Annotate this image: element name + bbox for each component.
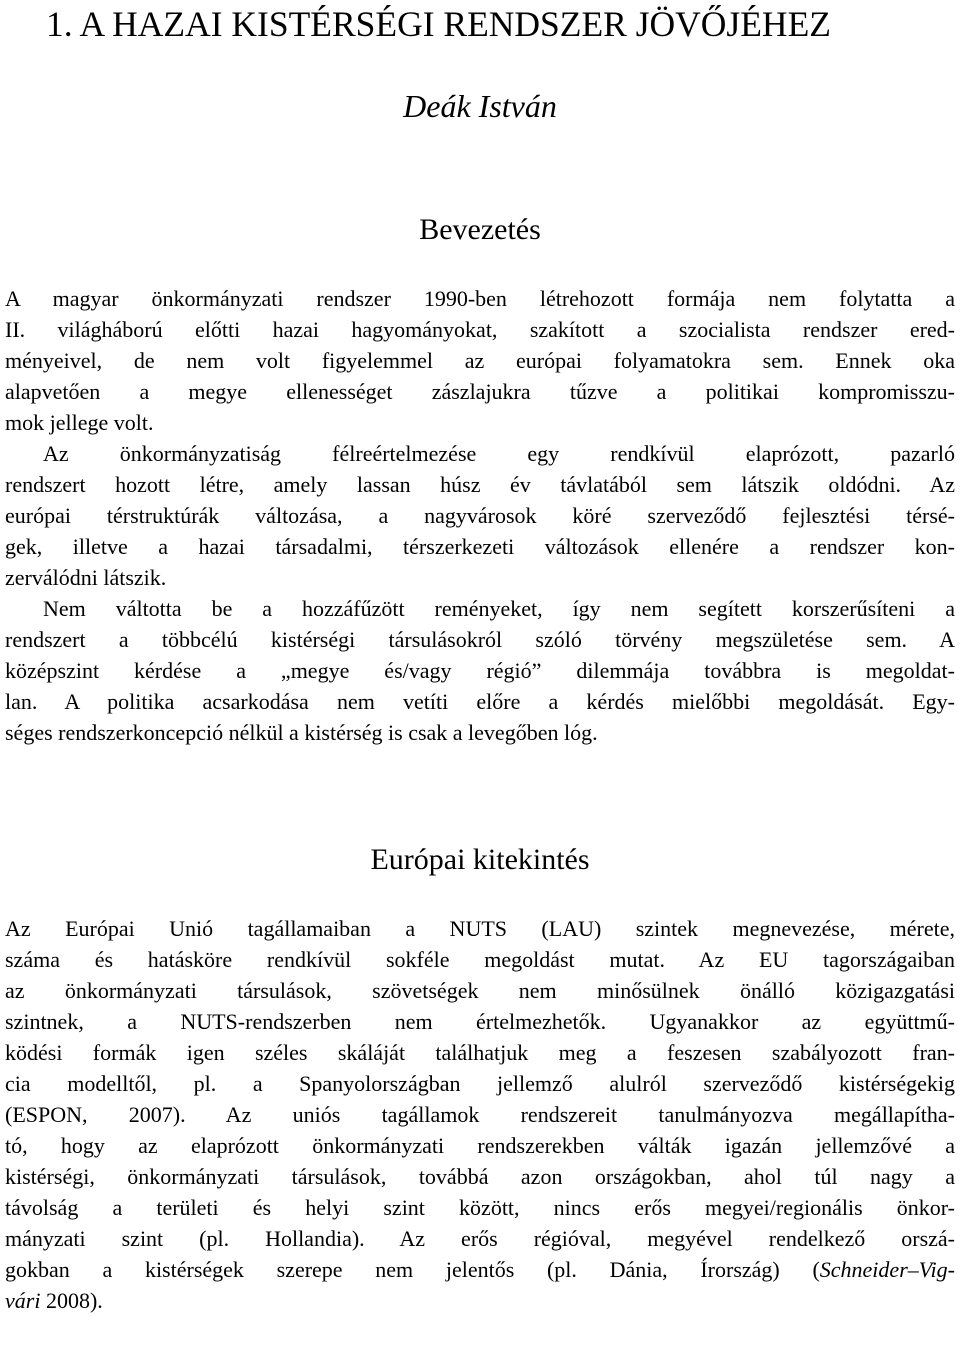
text-line: kistérségi, önkormányzati társulások, továbbá azon országokban, ahol túl nagy a — [5, 1164, 955, 1189]
text-line: ködési formák igen széles skáláját találhatjuk meg a feszesen szabályozott fran- — [5, 1040, 955, 1065]
author-name: Deák István — [403, 88, 557, 124]
text-line: Az önkormányzatiság félreértelmezése egy rendkívül elaprózott, pazarló — [43, 441, 955, 466]
text-line: Az Európai Unió tagállamaiban a NUTS (LAU) szintek megnevezése, mérete, — [5, 916, 955, 941]
text-line: gek, illetve a hazai társadalmi, térszerkezeti változások ellenére a rendszer kon- — [5, 534, 955, 559]
text-line: alapvetően a megye ellenességet zászlajukra tűzve a politikai kompromisszu- — [5, 379, 955, 404]
text-line: mok jellege volt. — [5, 410, 154, 435]
text-line: tó, hogy az elaprózott önkormányzati rendszerekben válták igazán jellemzővé a — [5, 1133, 955, 1158]
text-line: zerválódni látszik. — [5, 565, 167, 590]
text-line: vári 2008). — [5, 1288, 103, 1313]
text-line: középszint kérdése a „megye és/vagy régió” dilemmája továbbra is megoldat- — [5, 658, 955, 683]
text-line: távolság a területi és helyi szint között, nincs erős megyei/regionális önkor- — [5, 1195, 955, 1220]
section-heading-europai-kitekintes: Európai kitekintés — [370, 843, 590, 876]
text-line: gokban a kistérségek szerepe nem jelentős (pl. Dánia, Írország) (Schneider–Vig- — [5, 1257, 955, 1282]
text-line: az önkormányzati társulások, szövetségek nem minősülnek önálló közigazgatási — [5, 978, 955, 1003]
text-line: rendszert a többcélú kistérségi társulásokról szóló törvény megszületése sem. A — [5, 627, 955, 652]
text-line: száma és hatásköre rendkívül sokféle megoldást mutat. Az EU tagországaiban — [5, 947, 955, 972]
text-line: rendszert hozott létre, amely lassan húsz év távlatából sem látszik oldódni. Az — [5, 472, 955, 497]
text-line: lan. A politika acsarkodása nem vetíti előre a kérdés mielőbbi megoldását. Egy- — [5, 689, 955, 714]
section-body-europai-kitekintes — [5, 913, 955, 1316]
section-heading-bevezetes: Bevezetés — [419, 213, 541, 246]
text-line: szintnek, a NUTS-rendszerben nem értelmezhetők. Ugyanakkor az együttmű- — [5, 1009, 955, 1034]
text-line: A magyar önkormányzati rendszer 1990-ben létrehozott formája nem folytatta a — [5, 286, 955, 311]
text-line: európai térstruktúrák változása, a nagyvárosok köré szerveződő fejlesztési térsé- — [5, 503, 955, 528]
text-line: séges rendszerkoncepció nélkül a kistérség is csak a levegőben lóg. — [5, 720, 598, 745]
text-line: cia modelltől, pl. a Spanyolországban jellemző alulról szerveződő kistérségekig — [5, 1071, 955, 1096]
chapter-title: 1. A HAZAI KISTÉRSÉGI RENDSZER JÖVŐJÉHEZ — [46, 4, 831, 44]
text-line: ményeivel, de nem volt figyelemmel az európai folyamatokra sem. Ennek oka — [5, 348, 955, 373]
text-line: mányzati szint (pl. Hollandia). Az erős régióval, megyével rendelkező orszá- — [5, 1226, 955, 1251]
text-line: (ESPON, 2007). Az uniós tagállamok rendszereit tanulmányozva megállapítha- — [5, 1102, 955, 1127]
text-line: Nem váltotta be a hozzáfűzött reményeket, így nem segített korszerűsíteni a — [43, 596, 955, 621]
text-line: II. világháború előtti hazai hagyományokat, szakított a szocialista rendszer ered- — [5, 317, 955, 342]
section-body-bevezetes — [5, 283, 955, 748]
